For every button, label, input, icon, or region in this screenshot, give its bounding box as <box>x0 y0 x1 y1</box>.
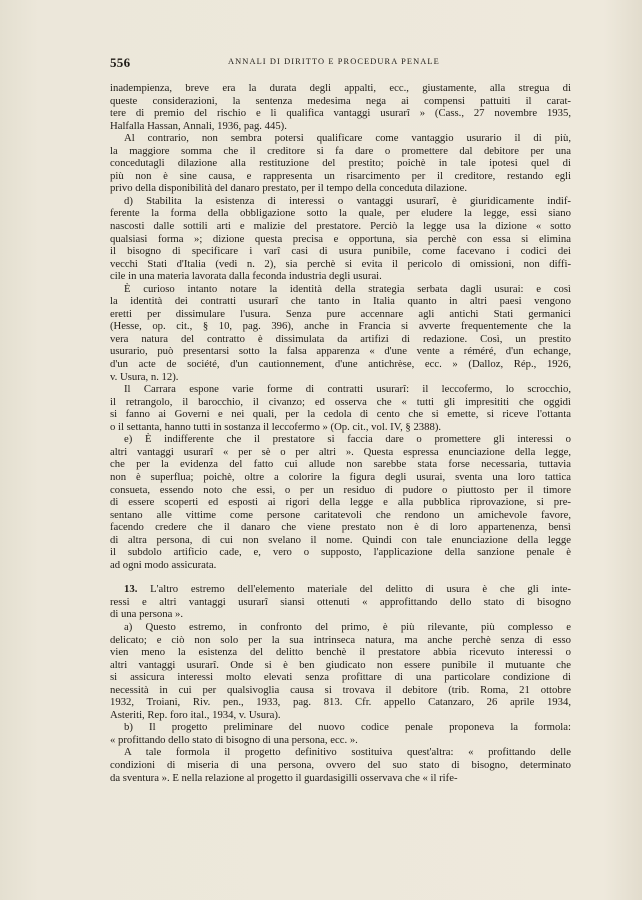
text-line: È curioso intanto notare la identità della strategia serbata dagli usurai: e così <box>124 282 571 295</box>
text-line: ferente la forma della obbligazione sotto la quale, per eludere la legge, essi siano <box>110 207 571 220</box>
text-line: inadempienza, breve era la durata degli appalti, ecc., giustamente, alla stregua di <box>110 82 571 94</box>
text-line: queste considerazioni, la sentenza medesima nega ai compensi pattuiti il carat- <box>110 94 571 107</box>
text-line: b) Il progetto preliminare del nuovo codice penale proponeva la formola: <box>124 721 571 734</box>
text-line: 1932, Troiani, Riv. pen., 1933, pag. 813. Cfr. appello Catanzaro, 26 aprile 1934, <box>110 696 571 709</box>
text-line: più non è sine causa, e rappresenta un risarcimento per il creditore, restando egli <box>110 169 571 182</box>
text-line: Il Carrara espone varie forme di contratti usurarî: il leccofermo, lo scrocchio, <box>124 383 571 396</box>
text-line: v. Usura, n. 12). <box>110 370 179 383</box>
text-line: il subdolo artificio cade, e, vero o supposto, l'applicazione della sanzione penale è <box>110 546 571 559</box>
text-line: altri vantaggi usurarî « per sè o per altri ». Questa espressa enunciazione della legge, <box>110 445 571 458</box>
text-line: facendo credere che il danaro che viene prestato non è di loro appartenenza, bensì <box>110 521 571 534</box>
text-line: o il settanta, hanno tutti in sostanza il leccofermo » (Op. cit., vol. IV, § 2388). <box>110 420 442 433</box>
text-line: da sventura ». E nella relazione al progetto il guardasigilli osservava che « il rife- <box>110 771 458 784</box>
text-line: e) È indifferente che il prestatore si faccia dare o promettere gli interessi o <box>124 433 571 446</box>
text-line: la identità dei contratti usurarî che tanto in Italia quanto in altri paesi vengono <box>110 295 571 308</box>
page-header <box>110 55 570 71</box>
text-line: di altra persona, di cui non svelano il nome. Quindi con tale enunciazione della legge <box>110 533 571 546</box>
text-line: cile in una materia lavorata dalla feconda industria degli usurai. <box>110 270 382 283</box>
text-line: altri vantaggi usurarî. Onde si è ben giudicato non essere punibile il mutuante che <box>110 658 571 671</box>
text-line: il retrangolo, il barocchio, il civanzo; ed osserva che « tutti gli impresititi che oggidì <box>110 395 571 408</box>
page-number: 556 <box>110 55 131 70</box>
text-line: ressi e altri vantaggi usurarî siansi ottenuti « approfittando dello stato di bisogno <box>110 595 571 608</box>
text-line: nascosti dalle sottili arti e malizie del prestatore. Perciò la legge usa la dizione « sotto <box>110 220 571 233</box>
running-title: ANNALI DI DIRITTO E PROCEDURA PENALE <box>228 57 440 66</box>
text-line: Al contrario, non sembra potersi qualificare come vantaggio usurario il di più, <box>124 132 571 145</box>
text-line: necessità in cui per qualsivoglia causa si trovava il debitore (trib. Roma, 21 ottobre <box>110 683 571 696</box>
text-line: la maggiore somma che il creditore si fa dare o promettere dal debitore per una <box>110 144 571 157</box>
text-line: di essere scoperti ed esposti ai rigori della legge e alla pubblica riprovazione, si pre- <box>110 496 571 509</box>
text-line: Asteriti, Rep. foro ital., 1934, v. Usura). <box>110 708 281 721</box>
text-line: vecchi Stati d'Italia (vedi n. 2), sia perchè si evita il pericolo di omissioni, non diffi- <box>110 257 571 270</box>
text-line: non è superflua; poichè, oltre a colorire la figura degli usurai, sventa una loro tattica <box>110 470 571 483</box>
text-line: delicato; e ciò non solo per la sua intrinseca natura, ma anche perchè senza di esso <box>110 633 571 646</box>
text-line: vera natura del contratto è dissimulata da artifizi di redazione. Così, un prestito <box>110 332 571 345</box>
text-line: si assicura interessi molto elevati senza profittare di una particolare condizione di <box>110 671 571 684</box>
text-line: (Hesse, op. cit., § 10, pag. 396), anche in Francia si avverte frequentemente che la <box>110 320 571 333</box>
text-line: Halfalla Hassan, Annali, 1936, pag. 445). <box>110 119 287 132</box>
text-line: qualsiasi forma »; dizione questa precisa e opportuna, sia perchè con essa si elimina <box>110 232 571 245</box>
text-line: di una persona ». <box>110 608 184 621</box>
text-line: consueta, essendo noto che essi, o per un residuo di pudore o piuttosto per il timore <box>110 483 571 496</box>
text-line: tere di premio del rischio e li qualifica vantaggi usurarî » (Cass., 27 novembre 1935, <box>110 107 571 120</box>
text-line: condizioni di miseria di una persona, ovvero del suo stato di bisogno, determinato <box>110 758 571 771</box>
text-line: a) Questo estremo, in confronto del primo, è più rilevante, più complesso e <box>124 620 571 633</box>
text-line: che per la evidenza del fatto cui allude non sarebbe stata forse necessaria, tuttavia <box>110 458 571 471</box>
text-line: concedutagli dilazione alla restituzione del prestito; poichè in tale ipotesi quel di <box>110 157 571 170</box>
text-line: vien meno la esistenza del delitto benchè il prestatore abbia ricevuto interessi o <box>110 646 571 659</box>
text-line: d) Stabilita la esistenza di interessi o vantaggi usurarî, è giuridicamente indif- <box>124 194 571 207</box>
text-line: si fanno ai Governi e nei quali, per la cedola di cento che si emette, si riceve l'ottanta <box>110 408 571 421</box>
line-text: L'altro estremo dell'elemento materiale del delitto di usura è che gli inte- <box>150 583 571 596</box>
text-line: « profittando dello stato di bisogno di una persona, ecc. ». <box>110 733 358 746</box>
text-line: usurario, può presentarsi sotto la falsa apparenza « d'une vente a réméré, d'un echange, <box>110 345 571 358</box>
text-line: eretti per dissimulare l'usura. Senza pure accennare agli antichi Stati germanici <box>110 307 571 320</box>
body-text <box>110 82 571 784</box>
text-line: sentano alle vittime come persone caritatevoli che rendono un amichevole favore, <box>110 508 571 521</box>
text-line: A tale formola il progetto definitivo sostituiva quest'altra: « profittando delle <box>124 746 571 759</box>
text-line: d'un acte de société, d'un cautionnement, d'une antichrèse, ecc. » (Dalloz, Rép., 1926, <box>110 358 571 371</box>
text-line <box>110 583 571 596</box>
text-line: ad ogni modo assicurata. <box>110 558 217 571</box>
text-line: privo della disponibilità del danaro prestato, per il tempo della conceduta dilazione. <box>110 182 468 195</box>
section-number: 13. <box>124 583 138 596</box>
text-line: il bisogno di specificare i varî casi di usura punibile, come facevano i codici dei <box>110 245 571 258</box>
